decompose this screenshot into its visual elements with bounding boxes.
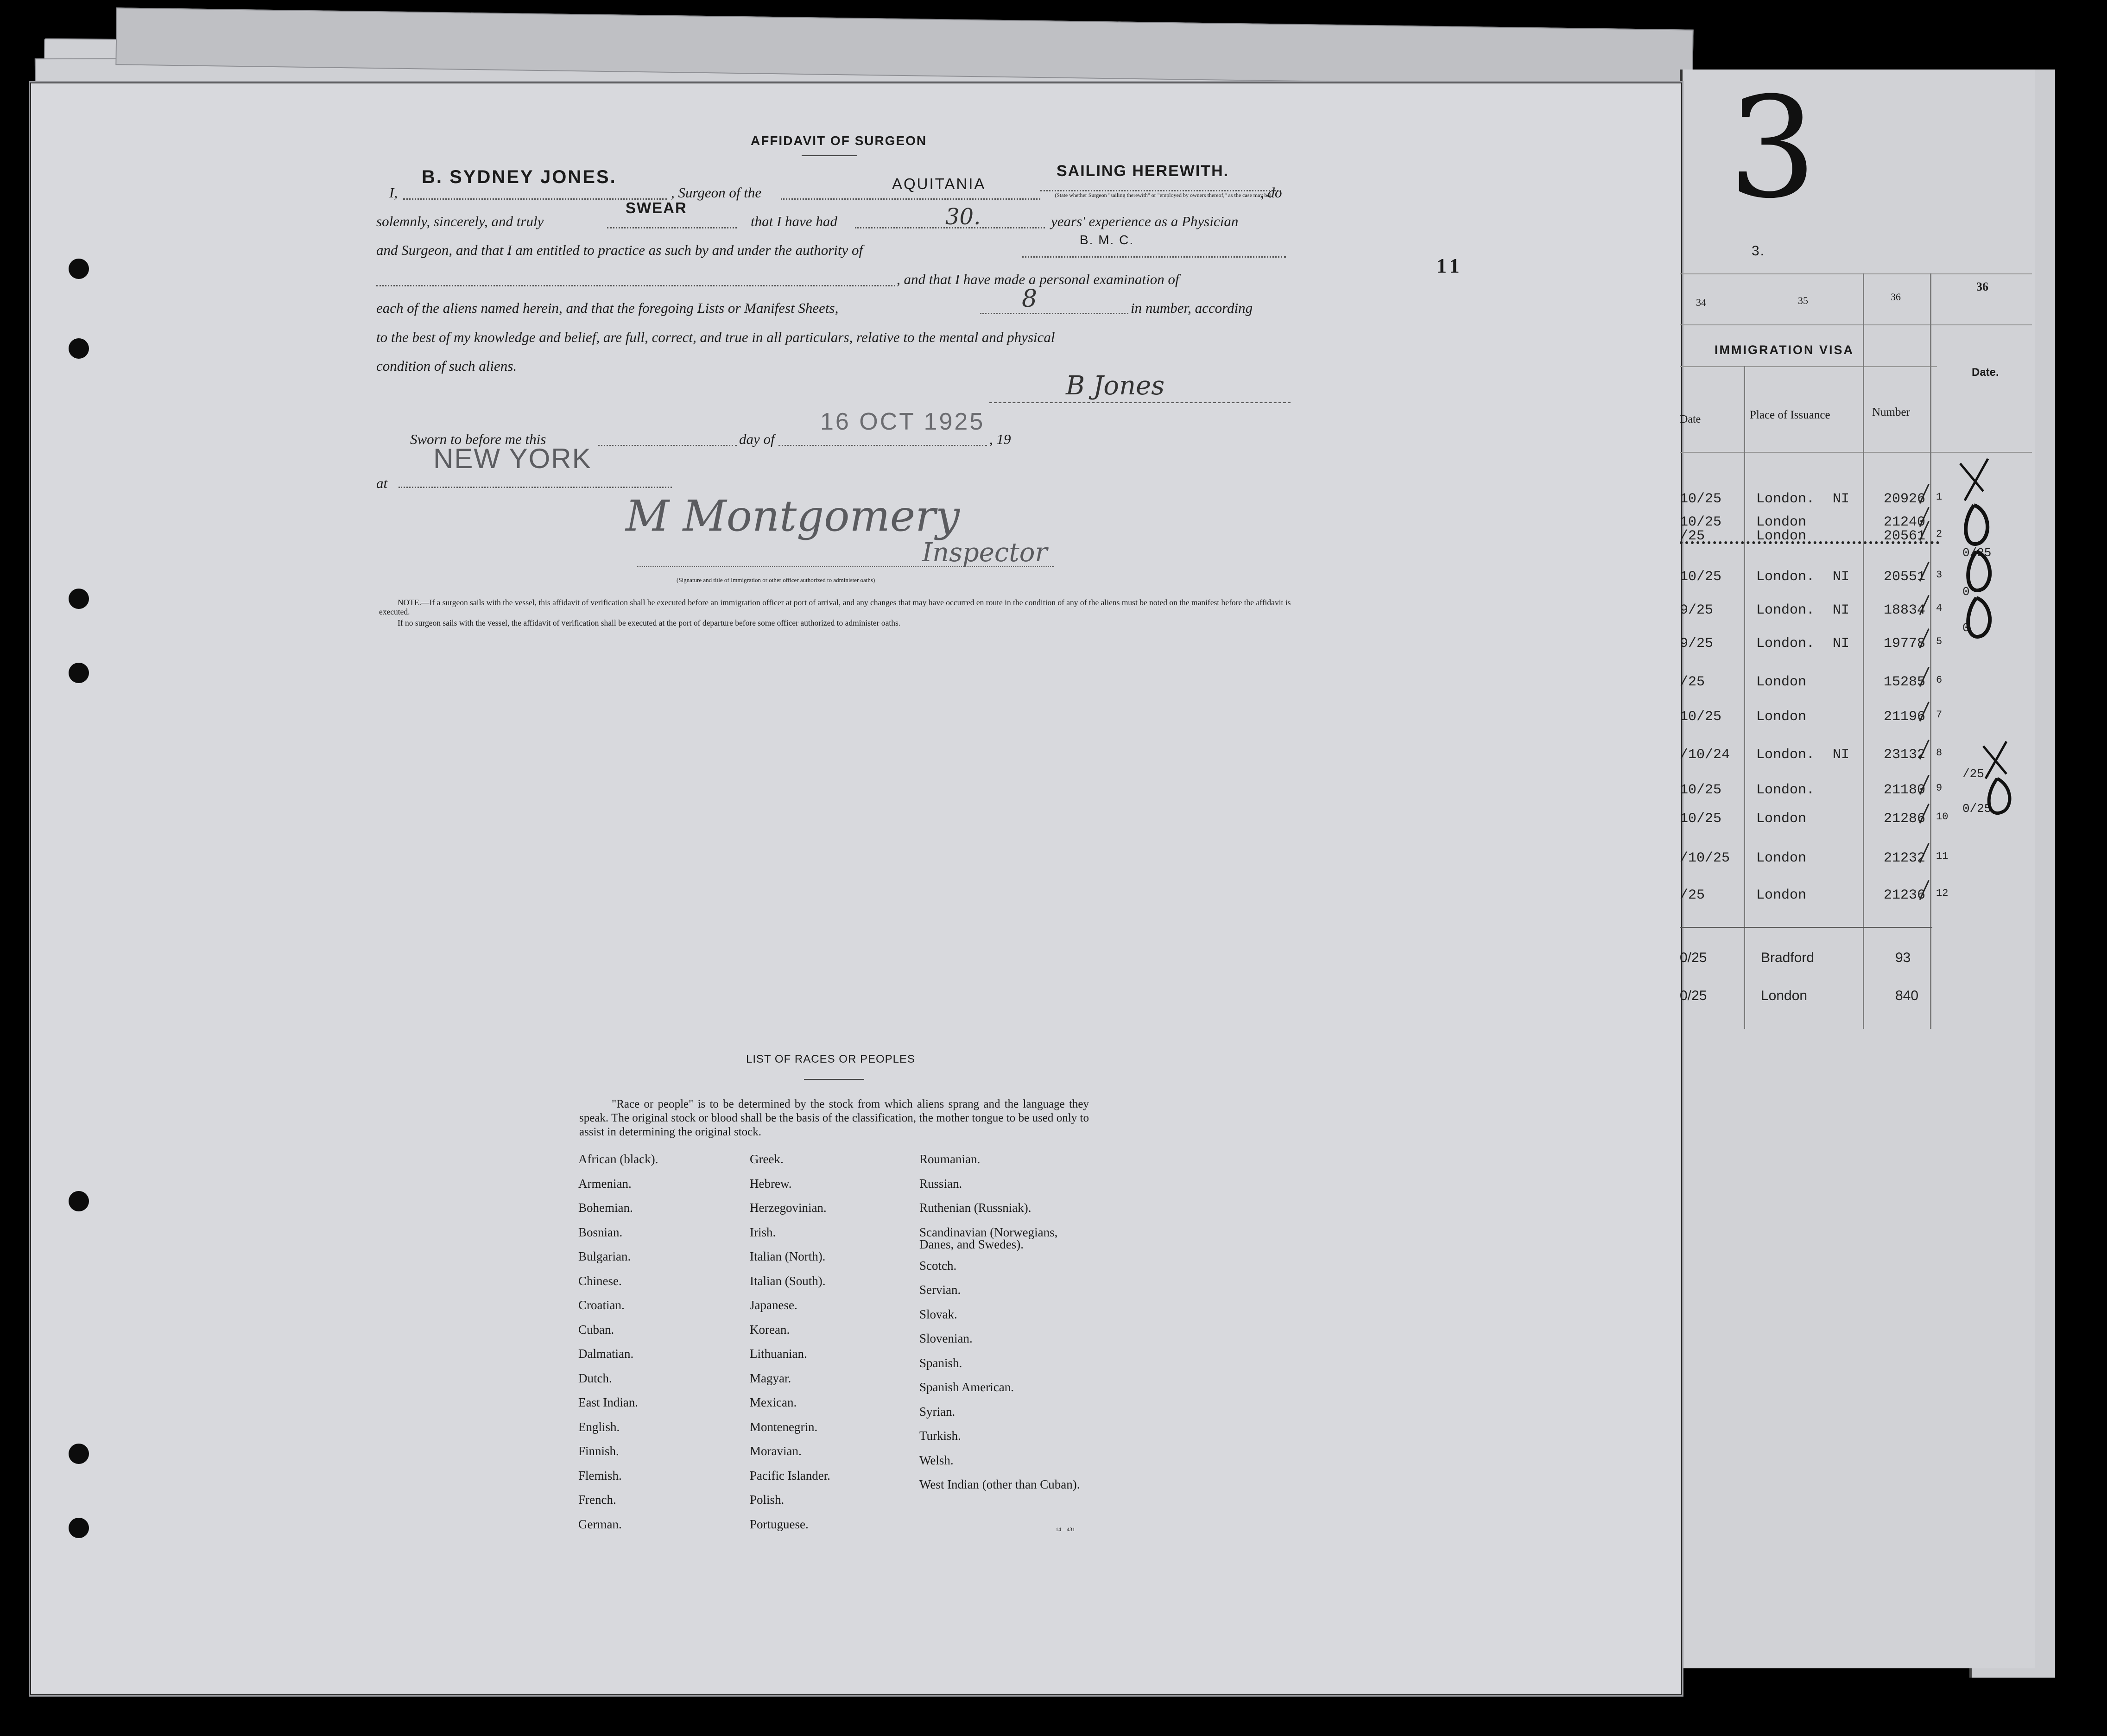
visa-number: 23132	[1884, 747, 1926, 763]
visa-code: NI	[1833, 636, 1850, 652]
officer-signature: M Montgomery	[626, 491, 960, 541]
visa-date: 10/25	[1680, 782, 1722, 798]
visa-date: 10/25	[1680, 491, 1722, 507]
fill-line	[855, 227, 1045, 228]
race-item: Italian (North).	[750, 1249, 826, 1263]
race-item: Servian.	[919, 1283, 961, 1297]
signature-line	[989, 402, 1291, 403]
officer-title: Inspector	[922, 538, 1048, 568]
visa-line: 2	[1936, 528, 1942, 540]
authority: B. M. C.	[1080, 233, 1134, 247]
col-number-34: 34	[1696, 297, 1706, 308]
race-item: Croatian.	[578, 1298, 625, 1312]
race-item: Mexican.	[750, 1395, 797, 1409]
sworn-a: Sworn to before me this	[410, 431, 546, 447]
visa-rule	[1680, 452, 2032, 453]
officer-signature-line	[637, 566, 1054, 567]
fill-line	[1040, 190, 1281, 191]
race-item: Flemish.	[578, 1468, 622, 1483]
visa-line: 10	[1936, 811, 1949, 823]
fill-line	[1022, 256, 1286, 258]
surgeon-signature: B Jones	[1066, 371, 1165, 401]
punch-hole	[69, 259, 89, 279]
race-item: Lithuanian.	[750, 1347, 807, 1361]
affidavit-line2-b: that I have had	[751, 213, 837, 229]
header-date: Date	[1680, 413, 1701, 425]
affidavit-line5-b: in number, according	[1131, 300, 1253, 316]
race-item: Turkish.	[919, 1429, 961, 1443]
fill-line	[778, 445, 987, 446]
visa-date: 10/25	[1680, 514, 1722, 530]
visa-number: 21286	[1884, 811, 1926, 827]
visa-extra-number: 93	[1895, 950, 1911, 965]
race-item: German.	[578, 1517, 622, 1531]
races-intro: "Race or people" is to be determined by the stock from which aliens sprang and the language they speak. The original stock or blood shall be the basis of the classification, the mother tongue to be used only to assist in determining the original stock.	[579, 1098, 1089, 1138]
visa-line: 12	[1936, 887, 1949, 899]
affidavit-line1-c: , do	[1260, 184, 1282, 201]
race-item: Japanese.	[750, 1298, 797, 1312]
race-item: Armenian.	[578, 1176, 632, 1191]
visa-place: London	[1756, 514, 1807, 530]
visa-place: London	[1756, 674, 1807, 690]
affidavit-line5-a: each of the aliens named herein, and that the foregoing Lists or Manifest Sheets,	[376, 300, 839, 316]
affidavit-line7: condition of such aliens.	[376, 358, 517, 374]
race-item: Spanish.	[919, 1356, 962, 1370]
race-item: English.	[578, 1419, 620, 1434]
affidavit-line1-a: I,	[389, 184, 398, 201]
affidavit-line4: , and that I have made a personal examination of	[897, 271, 1179, 287]
races-title: LIST OF RACES OR PEOPLES	[746, 1053, 915, 1065]
race-item: Spanish American.	[919, 1380, 1014, 1394]
fill-line	[607, 227, 737, 228]
visa-number: 20926	[1884, 491, 1926, 507]
sailing-herewith: SAILING HEREWITH.	[1057, 162, 1229, 180]
vessel-name: AQUITANIA	[892, 175, 986, 192]
oath-word: SWEAR	[626, 199, 687, 216]
far-date: 0	[1962, 585, 1970, 599]
race-item: Slovak.	[919, 1307, 957, 1321]
race-item: Bosnian.	[578, 1225, 623, 1239]
visa-date: 9/25	[1680, 602, 1714, 618]
race-item: Finnish.	[578, 1444, 619, 1458]
visa-extra-place: London	[1761, 988, 1808, 1003]
race-item: Montenegrin.	[750, 1419, 818, 1434]
race-item: Syrian.	[919, 1404, 955, 1419]
affidavit-line3: and Surgeon, and that I am entitled to practice as such by and under the authority of	[376, 242, 863, 258]
race-item: Ruthenian (Russniak).	[919, 1201, 1031, 1215]
fill-line	[376, 285, 895, 286]
visa-number: 21180	[1884, 782, 1926, 798]
title-rule	[802, 155, 857, 156]
visa-number: 19778	[1884, 636, 1926, 652]
visa-number: 18834	[1884, 602, 1926, 618]
race-item: Irish.	[750, 1225, 776, 1239]
sheets-handwritten: 8	[1022, 285, 1038, 313]
visa-line: 7	[1936, 709, 1942, 721]
visa-place: London	[1756, 528, 1807, 544]
race-item: African (black).	[578, 1152, 658, 1166]
visa-place: London	[1756, 811, 1807, 827]
race-item: Portuguese.	[750, 1517, 809, 1531]
race-item: Hebrew.	[750, 1176, 792, 1191]
visa-number: 15285	[1884, 674, 1926, 690]
affidavit-line6: to the best of my knowledge and belief, are full, correct, and true in all particulars, relative to the mental and physical	[376, 329, 1055, 345]
visa-number: 21196	[1884, 709, 1926, 725]
visa-date: 10/25	[1680, 709, 1722, 725]
race-item: Slovenian.	[919, 1331, 973, 1345]
visa-place: London.	[1756, 636, 1815, 652]
visa-date: /25	[1680, 887, 1705, 903]
surgeon-name: B. SYDNEY JONES.	[422, 167, 617, 187]
race-item: Chinese.	[578, 1273, 622, 1288]
affidavit-line1-b: , Surgeon of the	[671, 184, 762, 201]
race-item: Bohemian.	[578, 1201, 633, 1215]
col-number-36: 36	[1891, 291, 1901, 303]
visa-date: 10/25	[1680, 569, 1722, 585]
visa-place: London.	[1756, 782, 1815, 798]
visa-line: 1	[1936, 491, 1942, 503]
visa-date: /10/24	[1680, 747, 1730, 763]
race-item: Pacific Islander.	[750, 1468, 830, 1483]
visa-line: 4	[1936, 602, 1942, 614]
page-number: 11	[1436, 254, 1463, 277]
visa-line: 3	[1936, 569, 1942, 581]
note-1: NOTE.—If a surgeon sails with the vessel, this affidavit of verification shall be executed before an immigration officer at port of arrival, and any changes that may have occurred en route in the condition of any of the aliens must be noted on the manifest before the affidavit is executed.	[379, 598, 1291, 616]
visa-place: London	[1756, 709, 1807, 725]
visa-line: 11	[1936, 850, 1949, 862]
visa-number: 21232	[1884, 850, 1926, 866]
race-item: Welsh.	[919, 1453, 954, 1467]
visa-code: NI	[1833, 569, 1850, 585]
note-2: If no surgeon sails with the vessel, the affidavit of verification shall be executed at the port of departure before some officer authorized to administer oaths.	[398, 618, 901, 627]
visa-code: NI	[1833, 602, 1850, 618]
affidavit-line2-c: years' experience as a Physician	[1051, 213, 1239, 229]
race-item: Bulgarian.	[578, 1249, 631, 1263]
punch-hole	[69, 1444, 89, 1464]
years-handwritten: 30.	[945, 204, 981, 230]
visa-number: 20561	[1884, 528, 1926, 544]
visa-date: /25	[1680, 528, 1705, 544]
visa-place: London.	[1756, 491, 1815, 507]
visa-rule	[1680, 324, 2032, 325]
visa-date: 9/25	[1680, 636, 1714, 652]
visa-place: London.	[1756, 569, 1815, 585]
visa-date: 10/25	[1680, 811, 1722, 827]
affidavit-title: AFFIDAVIT OF SURGEON	[751, 133, 927, 148]
race-item: Greek.	[750, 1152, 784, 1166]
visa-line: 6	[1936, 674, 1942, 686]
races-rule	[804, 1079, 864, 1080]
race-item: Roumanian.	[919, 1152, 981, 1166]
race-item: West Indian (other than Cuban).	[919, 1477, 1080, 1491]
strike-line	[1680, 541, 1939, 544]
immigration-visa-sheet	[1680, 67, 2035, 1668]
visa-number: 21236	[1884, 887, 1926, 903]
far-date: 0/25	[1962, 546, 1992, 560]
at-label: at	[376, 475, 388, 491]
date-stamp: 16 OCT 1925	[820, 408, 985, 435]
punch-hole	[69, 338, 89, 359]
far-column-marks	[1955, 454, 2048, 779]
form-number: 14—431	[1056, 1526, 1075, 1533]
race-item: Russian.	[919, 1176, 962, 1191]
visa-col-line	[1863, 273, 1864, 1029]
fill-line	[980, 313, 1128, 314]
sworn-b: day of	[739, 431, 775, 447]
visa-rule	[1680, 366, 1937, 367]
visa-rule	[1680, 273, 2032, 274]
race-item: Korean.	[750, 1322, 790, 1337]
visa-extra-date: 0/25	[1680, 950, 1707, 965]
visa-place: London.	[1756, 747, 1815, 763]
visa-code: NI	[1833, 491, 1850, 507]
fill-line	[598, 445, 737, 446]
visa-date: /10/25	[1680, 850, 1730, 866]
visa-header: IMMIGRATION VISA	[1715, 343, 1854, 357]
sheet-number: 3.	[1752, 243, 1765, 259]
punch-hole	[69, 663, 89, 683]
visa-place: London	[1756, 850, 1807, 866]
place-stamp: NEW YORK	[433, 443, 592, 474]
race-item: Cuban.	[578, 1322, 614, 1337]
col-number-35: 35	[1798, 295, 1808, 306]
race-item: Polish.	[750, 1493, 785, 1507]
fill-line	[781, 198, 1040, 200]
visa-code: NI	[1833, 747, 1850, 763]
visa-extra-place: Bradford	[1761, 950, 1815, 965]
far-date: 0	[1962, 621, 1970, 635]
far-date: 0/25	[1962, 802, 1992, 816]
race-item: East Indian.	[578, 1395, 638, 1409]
visa-date: /25	[1680, 674, 1705, 690]
far-date: /25.	[1962, 767, 1992, 781]
race-item: Moravian.	[750, 1444, 802, 1458]
visa-line: 5	[1936, 636, 1942, 647]
visa-number: 20551	[1884, 569, 1926, 585]
signature-caption: (Signature and title of Immigration or other officer authorized to administer oaths)	[677, 577, 875, 583]
sailing-note: (State whether Surgeon "sailing therewith" or "employed by owners thereof," as the case may be)	[1055, 192, 1272, 198]
punch-hole	[69, 1191, 89, 1211]
visa-place: London	[1756, 887, 1807, 903]
race-item: Scandinavian (Norwegians, Danes, and Swedes).	[919, 1225, 1058, 1251]
affidavit-line2-a: solemnly, sincerely, and truly	[376, 213, 544, 229]
far-header: Date.	[1972, 366, 1999, 379]
visa-number: 21240	[1884, 514, 1926, 530]
fill-line	[399, 487, 672, 488]
visa-line: 8	[1936, 747, 1942, 759]
visa-col-line	[1744, 366, 1745, 1029]
sworn-c: , 19	[989, 431, 1011, 447]
race-item: Magyar.	[750, 1371, 791, 1385]
far-col-number: 36	[1976, 280, 1988, 293]
sheet-big-number: 3	[1728, 67, 1817, 229]
visa-line: 9	[1936, 782, 1942, 794]
race-item: Dutch.	[578, 1371, 612, 1385]
visa-rule	[1680, 927, 1932, 928]
header-number: Number	[1872, 406, 1910, 418]
header-place: Place of Issuance	[1750, 409, 1830, 421]
far-column-marks-lower	[1979, 741, 2071, 834]
visa-place: London.	[1756, 602, 1815, 618]
punch-hole	[69, 1518, 89, 1538]
race-item: Herzegovinian.	[750, 1201, 827, 1215]
race-item: Italian (South).	[750, 1273, 826, 1288]
race-item: Dalmatian.	[578, 1347, 634, 1361]
race-item: Scotch.	[919, 1258, 957, 1273]
visa-extra-date: 0/25	[1680, 988, 1707, 1003]
race-item: French.	[578, 1493, 616, 1507]
punch-hole	[69, 589, 89, 609]
visa-extra-number: 840	[1895, 988, 1919, 1003]
